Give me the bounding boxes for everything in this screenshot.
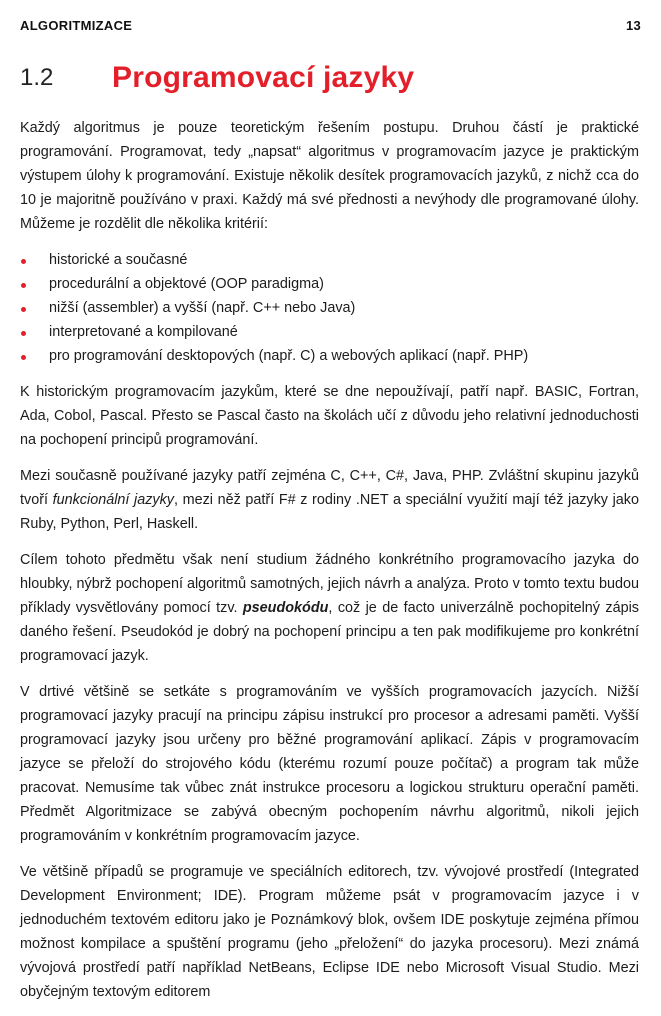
list-item: pro programování desktopových (např. C) a webových aplikací (např. PHP)	[20, 344, 639, 368]
list-item: historické a současné	[20, 248, 639, 272]
page-number: 13	[625, 17, 641, 33]
emphasis-functional-languages: funkcionální jazyky	[52, 492, 175, 508]
bullet-icon	[21, 355, 26, 360]
current-languages-paragraph: Mezi současně používané jazyky patří zejména C, C++, C#, Java, PHP. Zvláštní skupinu jazyků tvoří funkcionální jazyky, mezi něž patří F# z rodiny .NET a speciální využití mají též jazyky jako Ruby, Python, Perl, Haskell.	[20, 468, 639, 532]
list-item: procedurální a objektové (OOP paradigma)	[20, 272, 639, 296]
header-section-title: ALGORITMIZACE	[20, 17, 133, 33]
bullet-icon	[21, 283, 26, 288]
higher-languages-paragraph: V drtivé většině se setkáte s programováním ve vyšších programovacích jazycích. Nižší programovací jazyky pracují na principu zápisu instrukcí pro procesor a adresami paměti. Vyšší programovací jazyky jsou určeny pro běžné programování aplikací. Zápis v programovacím jazyce se přeloží do strojového kódu (kterému rozumí pouze počítač) a program tak může pracovat. Nemusíme tak vůbec znát instrukce procesoru a logickou strukturu operační paměti. Předmět Algoritmizace se zabývá obecným pochopením návrhu algoritmů, nikoli jejich programováním v konkrétním programovacím jazyce.	[20, 684, 639, 844]
chapter-heading	[20, 56, 414, 100]
body-text	[20, 116, 639, 1016]
list-item: nižší (assembler) a vyšší (např. C++ nebo Java)	[20, 296, 639, 320]
intro-paragraph: Každý algoritmus je pouze teoretickým řešením postupu. Druhou částí je praktické programování. Programovat, tedy „napsat“ algoritmus v programovacím jazyce je praktickým výstupem úlohy k programování. Existuje několik desítek programovacích jazyků, z nichž cca do 10 je majoritně používáno v praxi. Každý má své přednosti a nevýhody dle programované úlohy. Můžeme je rozdělit dle několika kritérií:	[20, 120, 639, 232]
bullet-icon	[21, 307, 26, 312]
historic-languages-paragraph: K historickým programovacím jazykům, které se dne nepoužívají, patří např. BASIC, Fortran, Ada, Cobol, Pascal. Přesto se Pascal často na školách učí z důvodu jeho relativní jednoduchosti na pochopení principů programování.	[20, 384, 639, 448]
chapter-number: 1.2	[20, 64, 54, 91]
bullet-icon	[21, 259, 26, 264]
ide-paragraph: Ve většině případů se programuje ve speciálních editorech, tzv. vývojové prostředí (Integrated Development Environment; IDE). Program můžeme psát v programovacím jazyce i v jednoduchém textovém editoru jako je Poznámkový blok, ovšem IDE poskytuje zejména přímou možnost kompilace a spuštění programu (jeho „přeložení“ do jazyka procesoru). Mezi známá vývojová prostředí patří například NetBeans, Eclipse IDE nebo Microsoft Visual Studio. Mezi obyčejným textovým editorem	[20, 864, 639, 1000]
emphasis-pseudocode: pseudokódu	[242, 600, 329, 616]
bullet-icon	[21, 331, 26, 336]
pseudocode-paragraph: Cílem tohoto předmětu však není studium žádného konkrétního programovacího jazyka do hloubky, nýbrž pochopení algoritmů samotných, jejich návrh a analýza. Proto v tomto textu budou příklady vysvětlovány pomocí tzv. pseudokódu, což je de facto univerzálně pochopitelný zápis daného řešení. Pseudokód je dobrý na pochopení principu a ten pak modifikujeme pro konkrétní programovací jazyk.	[20, 552, 639, 664]
criteria-list	[20, 248, 639, 368]
chapter-title: Programovací jazyky	[112, 61, 415, 94]
running-header	[20, 14, 641, 36]
list-item: interpretované a kompilované	[20, 320, 639, 344]
